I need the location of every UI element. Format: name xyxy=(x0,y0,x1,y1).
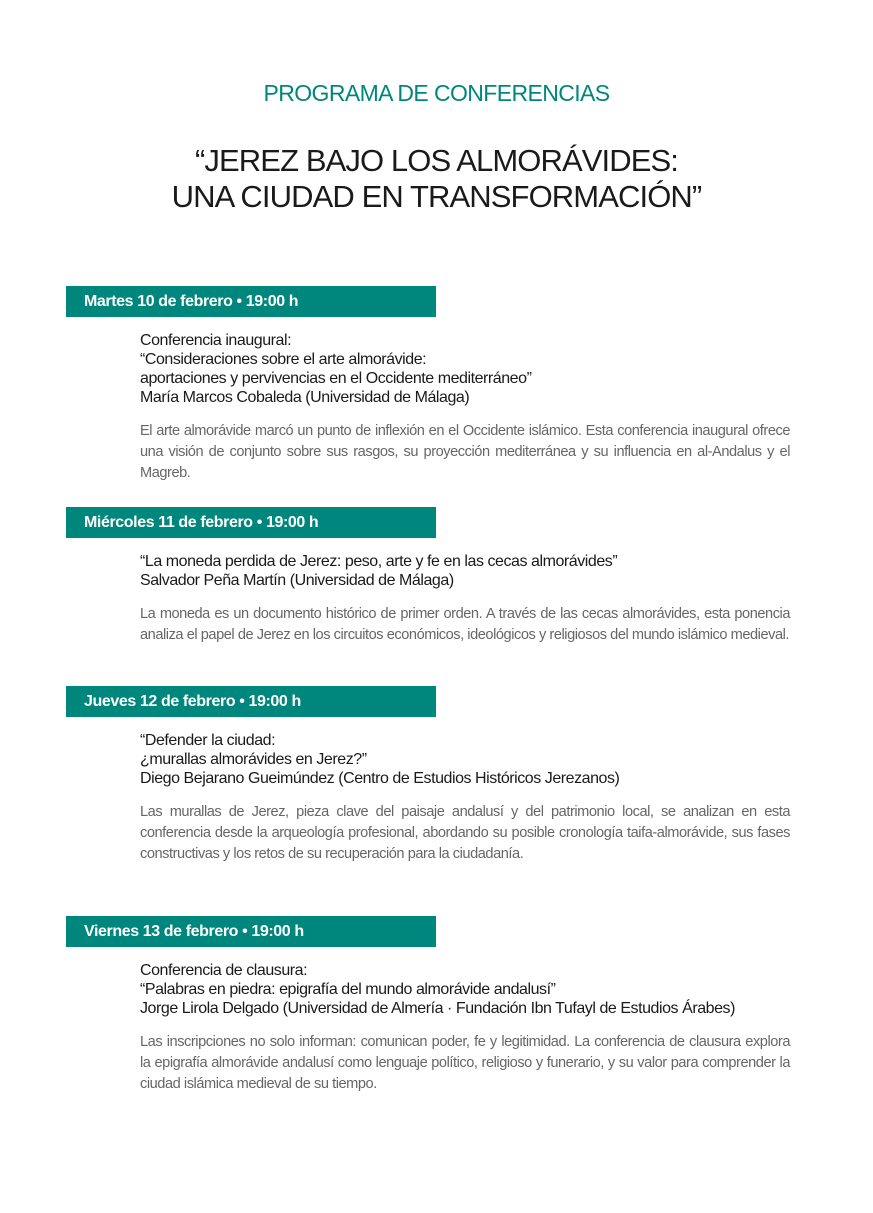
session-date-bar: Jueves 12 de febrero • 19:00 h xyxy=(66,686,436,717)
talk-info xyxy=(140,961,873,1018)
talk-speaker: Diego Bejarano Gueimúndez (Centro de Estudios Históricos Jerezanos) xyxy=(140,770,620,787)
talk-info xyxy=(140,331,873,407)
talk-type: Conferencia inaugural: xyxy=(140,332,292,349)
title-line-2: UNA CIUDAD EN TRANSFORMACIÓN” xyxy=(171,179,702,214)
talk-type: Conferencia de clausura: xyxy=(140,962,308,979)
talk-description: Las murallas de Jerez, pieza clave del paisaje andalusí y del patrimonio local, se analizan en esta conferencia desde la arqueología profesional, abordando su posible cronología taifa-almorávide, sus fases constructivas y los retos de su recuperación para la ciudadanía. xyxy=(140,804,790,862)
talk-speaker: Jorge Lirola Delgado (Universidad de Almería · Fundación Ibn Tufayl de Estudios Árabes) xyxy=(140,1000,735,1017)
talk-title: “Consideraciones sobre el arte almorávide: xyxy=(140,351,427,368)
talk-title: ¿murallas almorávides en Jerez?” xyxy=(140,751,367,768)
talk-title: “Defender la ciudad: xyxy=(140,732,276,749)
talk-info xyxy=(140,552,873,590)
session-date-bar: Miércoles 11 de febrero • 19:00 h xyxy=(66,507,436,538)
talk-speaker: Salvador Peña Martín (Universidad de Málaga) xyxy=(140,572,454,589)
session-3 xyxy=(0,686,873,865)
talk-title: aportaciones y pervivencias en el Occidente mediterráneo” xyxy=(140,370,532,387)
session-4 xyxy=(0,916,873,1095)
session-date-bar: Viernes 13 de febrero • 19:00 h xyxy=(66,916,436,947)
title-line-1: “JEREZ BAJO LOS ALMORÁVIDES: xyxy=(195,143,678,178)
program-title xyxy=(0,143,873,215)
talk-speaker: María Marcos Cobaleda (Universidad de Málaga) xyxy=(140,389,470,406)
session-2 xyxy=(0,507,873,646)
talk-title: “La moneda perdida de Jerez: peso, arte y fe en las cecas almorávides” xyxy=(140,553,618,570)
talk-title: “Palabras en piedra: epigrafía del mundo almorávide andalusí” xyxy=(140,981,556,998)
session-date-bar: Martes 10 de febrero • 19:00 h xyxy=(66,286,436,317)
session-1 xyxy=(0,286,873,484)
talk-info xyxy=(140,731,873,788)
talk-description: Las inscripciones no solo informan: comunican poder, fe y legitimidad. La conferencia de clausura explora la epigrafía almorávide andalusí como lenguaje político, religioso y funerario, y su valor para comprender la ciudad islámica medieval de su tiempo. xyxy=(140,1034,790,1092)
talk-description: La moneda es un documento histórico de primer orden. A través de las cecas almorávides, esta ponencia analiza el papel de Jerez en los circuitos económicos, ideológicos y religiosos del mundo islámico medieval. xyxy=(140,606,790,643)
talk-description: El arte almorávide marcó un punto de inflexión en el Occidente islámico. Esta conferencia inaugural ofrece una visión de conjunto sobre sus rasgos, su proyección mediterránea y su influencia en al-Andalus y el Magreb. xyxy=(140,423,790,481)
program-kicker: PROGRAMA DE CONFERENCIAS xyxy=(263,80,610,106)
